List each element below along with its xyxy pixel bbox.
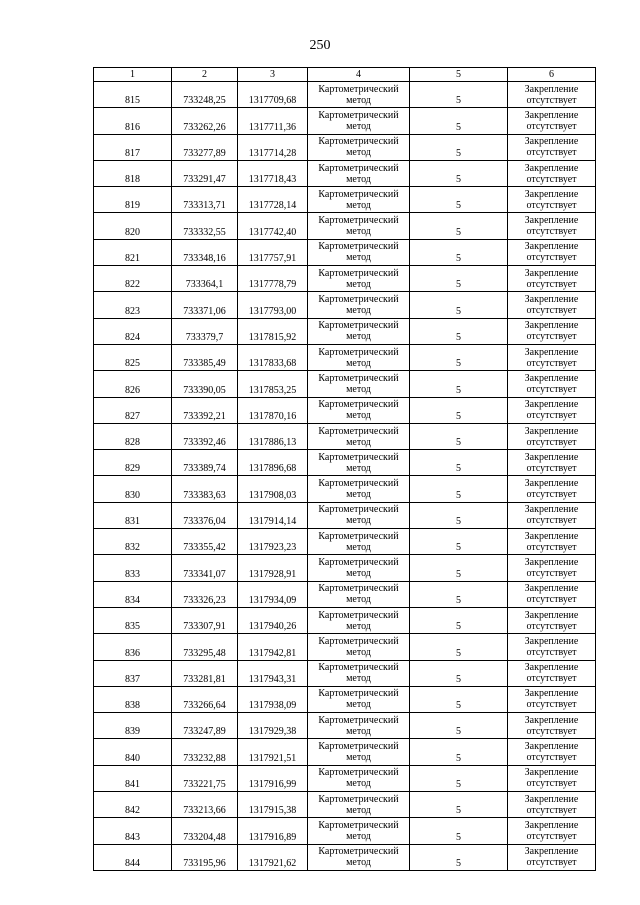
- method-cell: Картометрический метод: [308, 792, 410, 818]
- fixation-cell: Закрепление отсутствует: [508, 239, 596, 265]
- y-coordinate-cell: 1317815,92: [238, 318, 308, 344]
- y-coordinate-cell: 1317778,79: [238, 266, 308, 292]
- point-number-cell: 819: [94, 187, 172, 213]
- point-number-cell: 842: [94, 792, 172, 818]
- y-coordinate-cell: 1317929,38: [238, 713, 308, 739]
- accuracy-cell: 5: [410, 686, 508, 712]
- point-number-cell: 830: [94, 476, 172, 502]
- fixation-cell: Закрепление отсутствует: [508, 266, 596, 292]
- method-cell: Картометрический метод: [308, 292, 410, 318]
- y-coordinate-cell: 1317793,00: [238, 292, 308, 318]
- method-cell: Картометрический метод: [308, 502, 410, 528]
- x-coordinate-cell: 733262,26: [172, 108, 238, 134]
- point-number-cell: 825: [94, 344, 172, 370]
- fixation-cell: Закрепление отсутствует: [508, 476, 596, 502]
- method-cell: Картометрический метод: [308, 660, 410, 686]
- x-coordinate-cell: 733392,46: [172, 423, 238, 449]
- table-row: [94, 160, 596, 186]
- accuracy-cell: 5: [410, 397, 508, 423]
- accuracy-cell: 5: [410, 634, 508, 660]
- x-coordinate-cell: 733326,23: [172, 581, 238, 607]
- method-cell: Картометрический метод: [308, 844, 410, 870]
- method-cell: Картометрический метод: [308, 160, 410, 186]
- accuracy-cell: 5: [410, 844, 508, 870]
- y-coordinate-cell: 1317728,14: [238, 187, 308, 213]
- fixation-cell: Закрепление отсутствует: [508, 529, 596, 555]
- point-number-cell: 823: [94, 292, 172, 318]
- point-number-cell: 826: [94, 371, 172, 397]
- fixation-cell: Закрепление отсутствует: [508, 502, 596, 528]
- table-row: [94, 581, 596, 607]
- point-number-cell: 816: [94, 108, 172, 134]
- accuracy-cell: 5: [410, 292, 508, 318]
- table-row: [94, 344, 596, 370]
- method-cell: Картометрический метод: [308, 529, 410, 555]
- method-cell: Картометрический метод: [308, 423, 410, 449]
- fixation-cell: Закрепление отсутствует: [508, 844, 596, 870]
- x-coordinate-cell: 733355,42: [172, 529, 238, 555]
- y-coordinate-cell: 1317942,81: [238, 634, 308, 660]
- method-cell: Картометрический метод: [308, 607, 410, 633]
- accuracy-cell: 5: [410, 160, 508, 186]
- fixation-cell: Закрепление отсутствует: [508, 82, 596, 108]
- y-coordinate-cell: 1317943,31: [238, 660, 308, 686]
- fixation-cell: Закрепление отсутствует: [508, 792, 596, 818]
- point-number-cell: 836: [94, 634, 172, 660]
- accuracy-cell: 5: [410, 82, 508, 108]
- x-coordinate-cell: 733332,55: [172, 213, 238, 239]
- table-row: [94, 502, 596, 528]
- accuracy-cell: 5: [410, 239, 508, 265]
- y-coordinate-cell: 1317870,16: [238, 397, 308, 423]
- table-body: [94, 82, 596, 871]
- y-coordinate-cell: 1317714,28: [238, 134, 308, 160]
- fixation-cell: Закрепление отсутствует: [508, 423, 596, 449]
- coordinates-table: [93, 67, 596, 871]
- fixation-cell: Закрепление отсутствует: [508, 344, 596, 370]
- accuracy-cell: 5: [410, 213, 508, 239]
- accuracy-cell: 5: [410, 792, 508, 818]
- accuracy-cell: 5: [410, 318, 508, 344]
- method-cell: Картометрический метод: [308, 318, 410, 344]
- table-row: [94, 818, 596, 844]
- table-row: [94, 529, 596, 555]
- accuracy-cell: 5: [410, 450, 508, 476]
- header-col-5: 5: [410, 68, 508, 82]
- table-row: [94, 134, 596, 160]
- point-number-cell: 834: [94, 581, 172, 607]
- fixation-cell: Закрепление отсутствует: [508, 134, 596, 160]
- method-cell: Картометрический метод: [308, 581, 410, 607]
- method-cell: Картометрический метод: [308, 450, 410, 476]
- x-coordinate-cell: 733385,49: [172, 344, 238, 370]
- point-number-cell: 822: [94, 266, 172, 292]
- y-coordinate-cell: 1317718,43: [238, 160, 308, 186]
- point-number-cell: 840: [94, 739, 172, 765]
- point-number-cell: 820: [94, 213, 172, 239]
- y-coordinate-cell: 1317886,13: [238, 423, 308, 449]
- fixation-cell: Закрепление отсутствует: [508, 108, 596, 134]
- x-coordinate-cell: 733371,06: [172, 292, 238, 318]
- table-row: [94, 765, 596, 791]
- point-number-cell: 832: [94, 529, 172, 555]
- point-number-cell: 841: [94, 765, 172, 791]
- header-col-3: 3: [238, 68, 308, 82]
- point-number-cell: 844: [94, 844, 172, 870]
- y-coordinate-cell: 1317709,68: [238, 82, 308, 108]
- table-row: [94, 634, 596, 660]
- method-cell: Картометрический метод: [308, 818, 410, 844]
- x-coordinate-cell: 733281,81: [172, 660, 238, 686]
- table-row: [94, 82, 596, 108]
- accuracy-cell: 5: [410, 476, 508, 502]
- header-col-1: 1: [94, 68, 172, 82]
- method-cell: Картометрический метод: [308, 187, 410, 213]
- accuracy-cell: 5: [410, 134, 508, 160]
- table-row: [94, 371, 596, 397]
- method-cell: Картометрический метод: [308, 397, 410, 423]
- fixation-cell: Закрепление отсутствует: [508, 318, 596, 344]
- fixation-cell: Закрепление отсутствует: [508, 765, 596, 791]
- accuracy-cell: 5: [410, 371, 508, 397]
- method-cell: Картометрический метод: [308, 134, 410, 160]
- page-number: 250: [309, 38, 331, 53]
- point-number-cell: 833: [94, 555, 172, 581]
- point-number-cell: 838: [94, 686, 172, 712]
- fixation-cell: Закрепление отсутствует: [508, 686, 596, 712]
- accuracy-cell: 5: [410, 423, 508, 449]
- table-row: [94, 792, 596, 818]
- y-coordinate-cell: 1317928,91: [238, 555, 308, 581]
- fixation-cell: Закрепление отсутствует: [508, 739, 596, 765]
- fixation-cell: Закрепление отсутствует: [508, 713, 596, 739]
- table-row: [94, 739, 596, 765]
- x-coordinate-cell: 733291,47: [172, 160, 238, 186]
- fixation-cell: Закрепление отсутствует: [508, 607, 596, 633]
- x-coordinate-cell: 733232,88: [172, 739, 238, 765]
- table-row: [94, 318, 596, 344]
- point-number-cell: 831: [94, 502, 172, 528]
- fixation-cell: Закрепление отсутствует: [508, 213, 596, 239]
- y-coordinate-cell: 1317908,03: [238, 476, 308, 502]
- point-number-cell: 828: [94, 423, 172, 449]
- y-coordinate-cell: 1317742,40: [238, 213, 308, 239]
- x-coordinate-cell: 733213,66: [172, 792, 238, 818]
- point-number-cell: 839: [94, 713, 172, 739]
- y-coordinate-cell: 1317915,38: [238, 792, 308, 818]
- method-cell: Картометрический метод: [308, 108, 410, 134]
- x-coordinate-cell: 733204,48: [172, 818, 238, 844]
- accuracy-cell: 5: [410, 765, 508, 791]
- accuracy-cell: 5: [410, 581, 508, 607]
- accuracy-cell: 5: [410, 502, 508, 528]
- table-row: [94, 450, 596, 476]
- accuracy-cell: 5: [410, 187, 508, 213]
- y-coordinate-cell: 1317853,25: [238, 371, 308, 397]
- accuracy-cell: 5: [410, 108, 508, 134]
- method-cell: Картометрический метод: [308, 765, 410, 791]
- fixation-cell: Закрепление отсутствует: [508, 660, 596, 686]
- method-cell: Картометрический метод: [308, 239, 410, 265]
- accuracy-cell: 5: [410, 266, 508, 292]
- y-coordinate-cell: 1317833,68: [238, 344, 308, 370]
- point-number-cell: 824: [94, 318, 172, 344]
- x-coordinate-cell: 733247,89: [172, 713, 238, 739]
- table-row: [94, 213, 596, 239]
- method-cell: Картометрический метод: [308, 82, 410, 108]
- table-row: [94, 397, 596, 423]
- y-coordinate-cell: 1317940,26: [238, 607, 308, 633]
- x-coordinate-cell: 733195,96: [172, 844, 238, 870]
- method-cell: Картометрический метод: [308, 634, 410, 660]
- x-coordinate-cell: 733364,1: [172, 266, 238, 292]
- table-row: [94, 844, 596, 870]
- table-row: [94, 555, 596, 581]
- accuracy-cell: 5: [410, 739, 508, 765]
- accuracy-cell: 5: [410, 818, 508, 844]
- table-row: [94, 423, 596, 449]
- y-coordinate-cell: 1317711,36: [238, 108, 308, 134]
- x-coordinate-cell: 733348,16: [172, 239, 238, 265]
- table-row: [94, 713, 596, 739]
- table-row: [94, 686, 596, 712]
- accuracy-cell: 5: [410, 529, 508, 555]
- x-coordinate-cell: 733248,25: [172, 82, 238, 108]
- point-number-cell: 818: [94, 160, 172, 186]
- y-coordinate-cell: 1317938,09: [238, 686, 308, 712]
- x-coordinate-cell: 733341,07: [172, 555, 238, 581]
- x-coordinate-cell: 733295,48: [172, 634, 238, 660]
- x-coordinate-cell: 733307,91: [172, 607, 238, 633]
- y-coordinate-cell: 1317934,09: [238, 581, 308, 607]
- y-coordinate-cell: 1317921,51: [238, 739, 308, 765]
- x-coordinate-cell: 733383,63: [172, 476, 238, 502]
- x-coordinate-cell: 733277,89: [172, 134, 238, 160]
- fixation-cell: Закрепление отсутствует: [508, 397, 596, 423]
- accuracy-cell: 5: [410, 607, 508, 633]
- y-coordinate-cell: 1317757,91: [238, 239, 308, 265]
- fixation-cell: Закрепление отсутствует: [508, 450, 596, 476]
- table-row: [94, 607, 596, 633]
- y-coordinate-cell: 1317896,68: [238, 450, 308, 476]
- point-number-cell: 817: [94, 134, 172, 160]
- table-header-row: [94, 68, 596, 82]
- y-coordinate-cell: 1317916,99: [238, 765, 308, 791]
- fixation-cell: Закрепление отсутствует: [508, 160, 596, 186]
- fixation-cell: Закрепление отсутствует: [508, 187, 596, 213]
- fixation-cell: Закрепление отсутствует: [508, 634, 596, 660]
- method-cell: Картометрический метод: [308, 266, 410, 292]
- x-coordinate-cell: 733313,71: [172, 187, 238, 213]
- y-coordinate-cell: 1317923,23: [238, 529, 308, 555]
- method-cell: Картометрический метод: [308, 344, 410, 370]
- x-coordinate-cell: 733389,74: [172, 450, 238, 476]
- point-number-cell: 843: [94, 818, 172, 844]
- y-coordinate-cell: 1317916,89: [238, 818, 308, 844]
- table-row: [94, 476, 596, 502]
- accuracy-cell: 5: [410, 660, 508, 686]
- point-number-cell: 815: [94, 82, 172, 108]
- x-coordinate-cell: 733221,75: [172, 765, 238, 791]
- method-cell: Картометрический метод: [308, 555, 410, 581]
- y-coordinate-cell: 1317921,62: [238, 844, 308, 870]
- header-col-4: 4: [308, 68, 410, 82]
- method-cell: Картометрический метод: [308, 686, 410, 712]
- fixation-cell: Закрепление отсутствует: [508, 581, 596, 607]
- x-coordinate-cell: 733392,21: [172, 397, 238, 423]
- fixation-cell: Закрепление отсутствует: [508, 371, 596, 397]
- method-cell: Картометрический метод: [308, 371, 410, 397]
- fixation-cell: Закрепление отсутствует: [508, 292, 596, 318]
- accuracy-cell: 5: [410, 555, 508, 581]
- method-cell: Картометрический метод: [308, 713, 410, 739]
- x-coordinate-cell: 733266,64: [172, 686, 238, 712]
- x-coordinate-cell: 733379,7: [172, 318, 238, 344]
- accuracy-cell: 5: [410, 713, 508, 739]
- accuracy-cell: 5: [410, 344, 508, 370]
- x-coordinate-cell: 733376,04: [172, 502, 238, 528]
- method-cell: Картометрический метод: [308, 213, 410, 239]
- point-number-cell: 827: [94, 397, 172, 423]
- table-row: [94, 187, 596, 213]
- table-row: [94, 239, 596, 265]
- method-cell: Картометрический метод: [308, 476, 410, 502]
- x-coordinate-cell: 733390,05: [172, 371, 238, 397]
- y-coordinate-cell: 1317914,14: [238, 502, 308, 528]
- table-row: [94, 108, 596, 134]
- point-number-cell: 821: [94, 239, 172, 265]
- point-number-cell: 829: [94, 450, 172, 476]
- fixation-cell: Закрепление отсутствует: [508, 555, 596, 581]
- fixation-cell: Закрепление отсутствует: [508, 818, 596, 844]
- table-row: [94, 292, 596, 318]
- table-row: [94, 266, 596, 292]
- header-col-2: 2: [172, 68, 238, 82]
- point-number-cell: 837: [94, 660, 172, 686]
- header-col-6: 6: [508, 68, 596, 82]
- point-number-cell: 835: [94, 607, 172, 633]
- method-cell: Картометрический метод: [308, 739, 410, 765]
- table-row: [94, 660, 596, 686]
